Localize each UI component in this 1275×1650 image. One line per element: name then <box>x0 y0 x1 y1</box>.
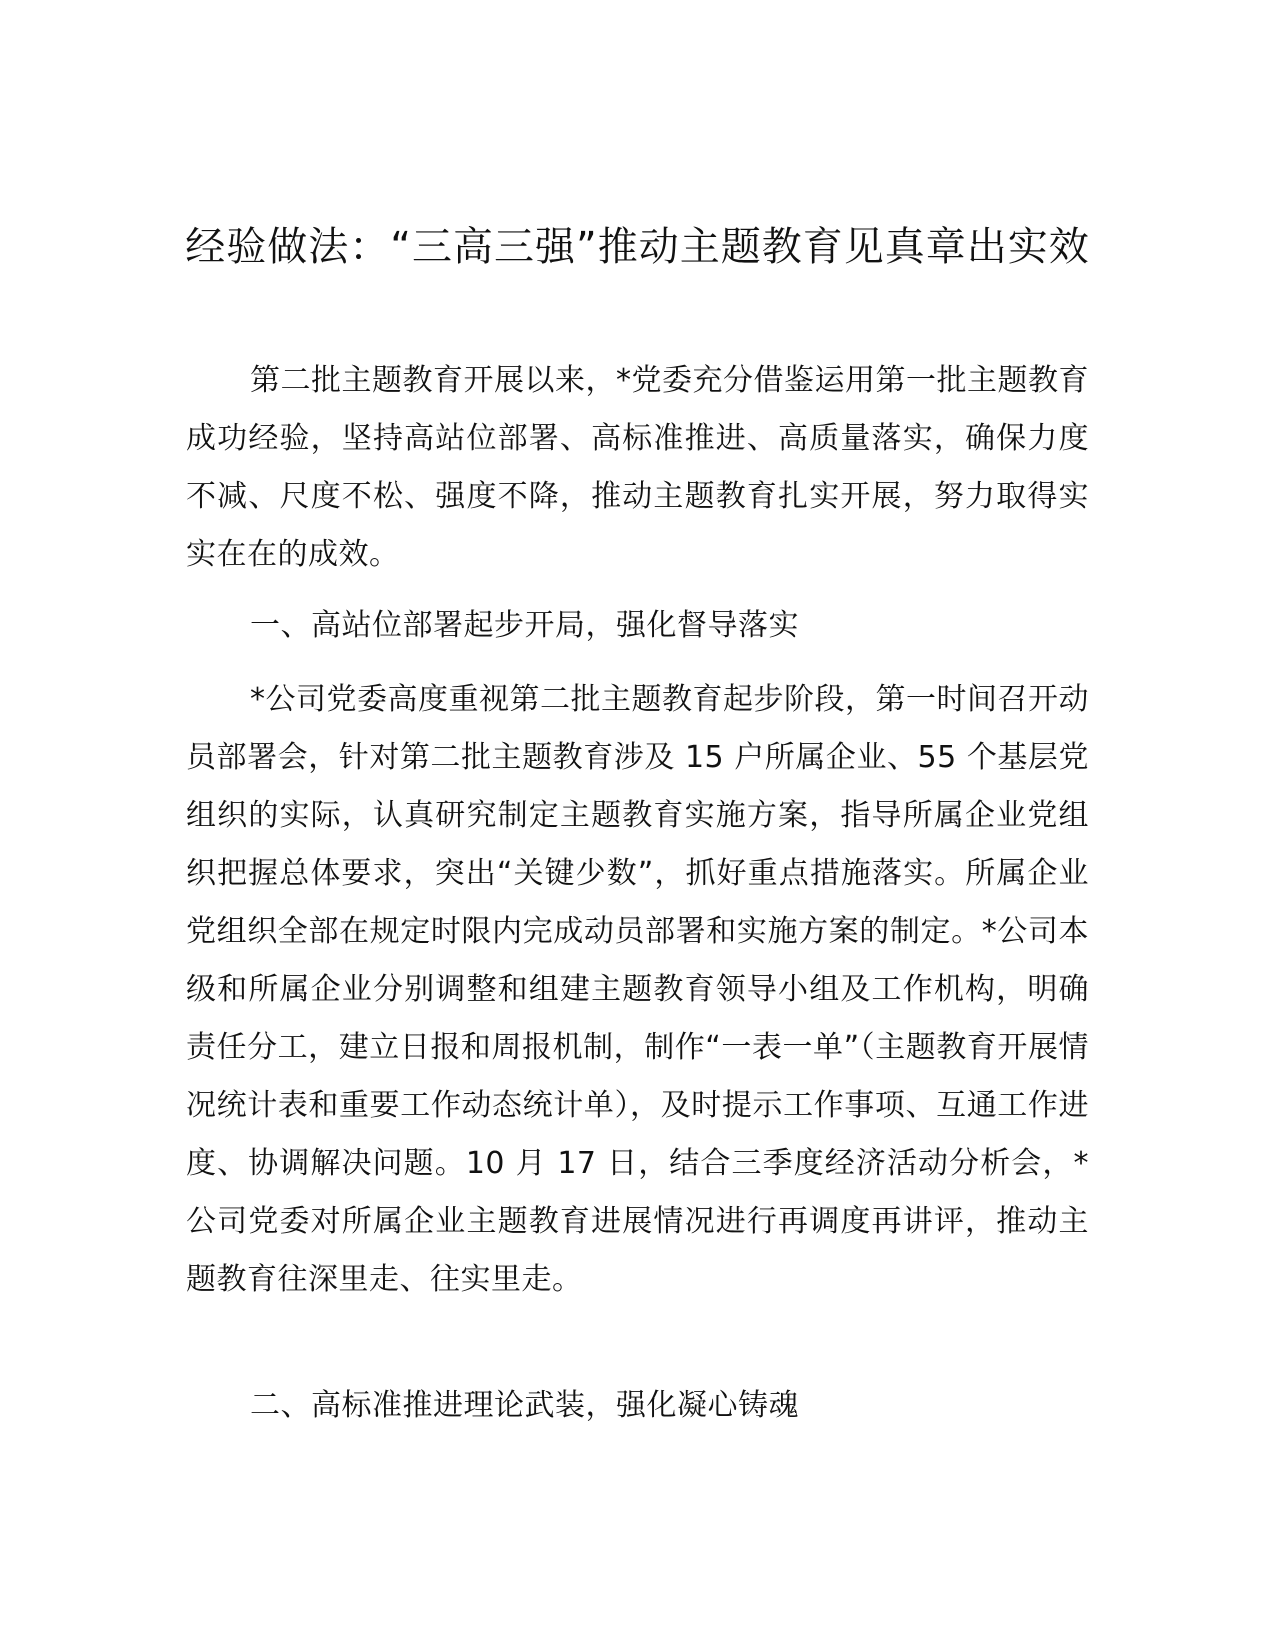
section-2-heading: 二、高标准推进理论武装，强化凝心铸魂 <box>250 1388 799 1423</box>
intro-paragraph: 第二批主题教育开展以来，*党委充分借鉴运用第一批主题教育成功经验，坚持高站位部署、高标准推进、高质量落实，确保力度不减、尺度不松、强度不降，推动主题教育扎实开展，努力取得实实在在的成效。 <box>186 363 1089 572</box>
document-title: 经验做法：“三高三强”推动主题教育见真章出实效 <box>185 224 1090 270</box>
section-1-paragraph: *公司党委高度重视第二批主题教育起步阶段，第一时间召开动员部署会，针对第二批主题教育涉及 15 户所属企业、55 个基层党组织的实际，认真研究制定主题教育实施方案，指导所属企业党组织把握总体要求，突出“关键少数”，抓好重点措施落实。所属企业党组织全部在规定时限内完成动员部署和实施方案的制定。*公司本级和所属企业分别调整和组建主题教育领导小组及工作机构，明确责任分工，建立日报和周报机制，制作“一表一单”（主题教育开展情况统计表和重要工作动态统计单），及时提示工作事项、互通工作进度、协调解决问题。10 月 17 日，结合三季度经济活动分析会，*公司党委对所属企业主题教育进展情况进行再调度再讲评，推动主题教育往深里走、往实里走。 <box>186 682 1089 1297</box>
section-1-heading: 一、高站位部署起步开局，强化督导落实 <box>250 608 799 643</box>
